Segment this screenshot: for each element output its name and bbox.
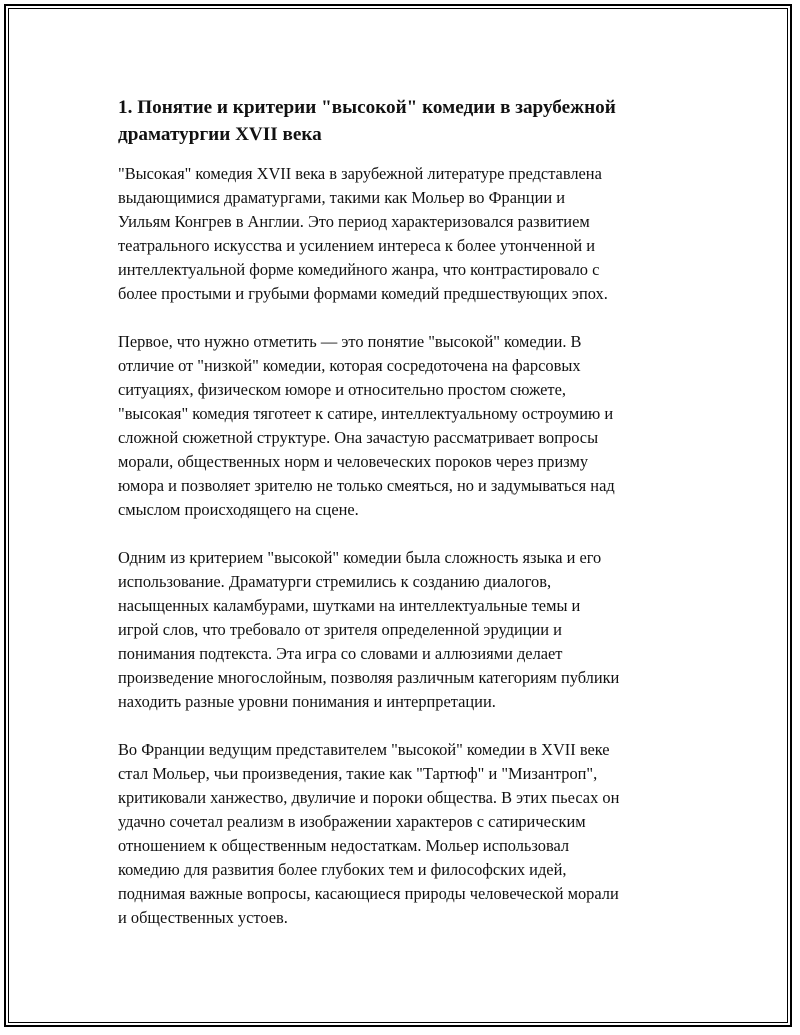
text-line: произведение многослойным, позволяя различным категориям публики (118, 668, 620, 687)
text-line: "Высокая" комедия XVII века в зарубежной литературе представлена (118, 164, 602, 183)
text-line: Первое, что нужно отметить — это понятие "высокой" комедии. В (118, 332, 582, 351)
heading-line: 1. Понятие и критерии "высокой" комедии в зарубежной (118, 97, 616, 118)
text-line: и общественных устоев. (118, 908, 288, 927)
text-line: "высокая" комедия тяготеет к сатире, интеллектуальному остроумию и (118, 404, 614, 423)
text-line: более простыми и грубыми формами комедий предшествующих эпох. (118, 284, 608, 303)
heading-line: драматургии XVII века (118, 124, 322, 145)
paragraph-intro (118, 162, 688, 306)
paragraph-moliere (118, 738, 688, 930)
text-line: критиковали ханжество, двуличие и пороки общества. В этих пьесах он (118, 788, 620, 807)
text-line: отличие от "низкой" комедии, которая сосредоточена на фарсовых (118, 356, 581, 375)
text-line: отношением к общественным недостаткам. Мольер использовал (118, 836, 570, 855)
text-line: морали, общественных норм и человеческих пороков через призму (118, 452, 589, 471)
text-line: поднимая важные вопросы, касающиеся природы человеческой морали (118, 884, 619, 903)
text-line: Во Франции ведущим представителем "высокой" комедии в XVII веке (118, 740, 610, 759)
text-line: комедию для развития более глубоких тем и философских идей, (118, 860, 567, 879)
text-line: насыщенных каламбурами, шутками на интеллектуальные темы и (118, 596, 581, 615)
text-line: стал Мольер, чьи произведения, такие как "Тартюф" и "Мизантроп", (118, 764, 598, 783)
paragraph-language-criteria (118, 546, 688, 714)
text-line: Уильям Конгрев в Англии. Это период характеризовался развитием (118, 212, 590, 231)
text-line: юмора и позволяет зрителю не только смеяться, но и задумываться над (118, 476, 615, 495)
text-line: игрой слов, что требовало от зрителя определенной эрудиции и (118, 620, 562, 639)
text-line: смыслом происходящего на сцене. (118, 500, 359, 519)
text-line: ситуациях, физическом юморе и относительно простом сюжете, (118, 380, 566, 399)
text-line: понимания подтекста. Эта игра со словами и аллюзиями делает (118, 644, 563, 663)
text-line: интеллектуальной форме комедийного жанра, что контрастировало с (118, 260, 600, 279)
text-line: находить разные уровни понимания и интерпретации. (118, 692, 496, 711)
text-line: использование. Драматурги стремились к созданию диалогов, (118, 572, 552, 591)
text-line: выдающимися драматургами, такими как Мольер во Франции и (118, 188, 565, 207)
text-line: театрального искусства и усилением интереса к более утонченной и (118, 236, 596, 255)
text-line: Одним из критерием "высокой" комедии была сложность языка и его (118, 548, 602, 567)
text-line: удачно сочетал реализм в изображении характеров с сатирическим (118, 812, 586, 831)
document-body (118, 94, 688, 954)
paragraph-definition (118, 330, 688, 522)
section-heading (118, 94, 688, 148)
text-line: сложной сюжетной структуре. Она зачастую рассматривает вопросы (118, 428, 599, 447)
